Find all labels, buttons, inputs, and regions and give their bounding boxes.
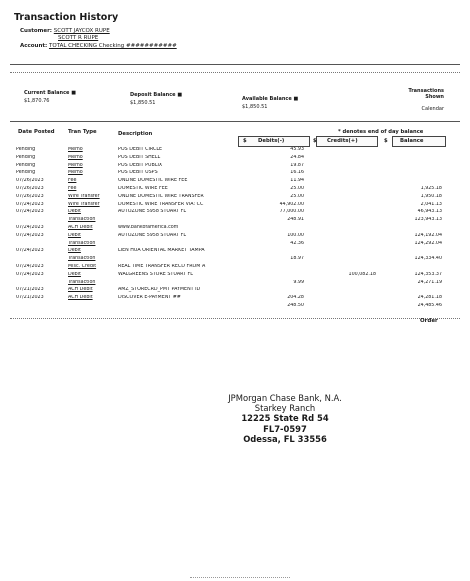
deposit-balance-value: $1,850.51	[130, 100, 156, 106]
account-value: TOTAL CHECKING Checking ###########	[48, 43, 177, 49]
row-type[interactable]: Transaction	[68, 279, 96, 285]
table-row	[16, 186, 456, 193]
row-description: POS DEBIT CIRCLE	[118, 147, 163, 152]
row-date: 07/21/2023	[16, 295, 44, 301]
row-description: www.bankofamerica.com	[118, 225, 179, 230]
range-value[interactable]: Calendar	[421, 106, 444, 112]
row-balance: 124,334.40	[414, 256, 442, 262]
available-balance-label: Available Balance	[242, 96, 292, 102]
row-date: Pending	[16, 147, 36, 152]
table-row	[16, 233, 456, 240]
table-row	[16, 155, 456, 162]
table-row	[16, 287, 456, 294]
sort-icon[interactable]: $	[313, 138, 317, 144]
row-date: 07/21/2023	[16, 287, 44, 293]
current-balance-label: Current Balance	[24, 90, 70, 96]
row-balance: 24,271.19	[417, 279, 442, 285]
row-type[interactable]: Misc. Credit	[68, 264, 97, 269]
city-state-zip: Odessa, FL 33556	[243, 433, 327, 444]
row-description: REAL TIME TRANSFER RECD FROM A	[118, 264, 206, 269]
sort-icon[interactable]: $	[384, 138, 388, 144]
row-type[interactable]: Memo	[68, 147, 83, 152]
table-row	[16, 147, 456, 154]
current-balance	[24, 90, 76, 104]
table-row	[16, 256, 456, 263]
column-type[interactable]: Tran Type	[68, 129, 97, 135]
customer-alt-name: SCOTT R RUPE	[58, 35, 99, 41]
table-row	[16, 209, 456, 216]
row-debit: 25.00	[290, 193, 304, 199]
transactions-range	[394, 88, 444, 112]
row-type[interactable]: Fee	[68, 186, 77, 191]
row-date: 07/26/2023	[16, 186, 44, 191]
row-type[interactable]: Wire Transfer	[68, 193, 100, 199]
row-balance: 1,950.18	[420, 193, 442, 199]
row-type[interactable]: ACH Debit	[68, 287, 93, 293]
row-type[interactable]: Transaction	[68, 240, 96, 246]
table-row	[16, 241, 456, 248]
row-balance: 46,943.13	[417, 209, 442, 215]
table-row	[16, 295, 456, 302]
header-divider	[10, 64, 460, 65]
deposit-balance	[130, 92, 182, 106]
deposit-balance-label: Deposit Balance	[130, 92, 176, 98]
range-label: Transactions Shown	[408, 88, 444, 100]
row-description: DISCOVER E-PAYMENT ##	[118, 295, 181, 301]
customer-block	[20, 28, 110, 34]
table-row	[16, 170, 456, 177]
row-description: POS DEBIT USPS	[118, 170, 158, 176]
row-description: ONLINE DOMESTIC WIRE TRANSFER	[118, 193, 204, 199]
summary-divider	[10, 121, 460, 122]
account-block	[20, 43, 177, 49]
row-debit: 18.97	[290, 256, 304, 262]
row-description: AUTOZONE 5958 STUART FL	[118, 232, 187, 238]
table-row	[16, 303, 456, 310]
info-icon[interactable]: ■	[71, 90, 76, 96]
info-icon[interactable]: ■	[293, 96, 299, 102]
row-debit: 100.00	[287, 232, 304, 238]
available-balance-value: $1,850.51	[242, 104, 268, 110]
bank-address	[200, 393, 370, 444]
table-row	[16, 194, 456, 201]
row-debit: 24.84	[290, 154, 304, 160]
row-balance: 24,281.18	[417, 295, 442, 301]
row-balance: 24,485.46	[417, 303, 442, 308]
table-row	[16, 280, 456, 287]
row-balance: 124,353.37	[414, 271, 442, 277]
column-debits[interactable]: Debits(-)	[258, 138, 285, 144]
table-row	[16, 272, 456, 279]
column-credits[interactable]: Credits(+)	[327, 138, 358, 144]
row-balance: 1,925.18	[420, 186, 442, 191]
row-description: LIEN HUA ORIENTAL MARKET TAMPA	[118, 248, 205, 254]
row-type[interactable]: Wire Transfer	[68, 201, 100, 207]
row-date: 07/26/2023	[16, 178, 44, 184]
row-description: WALGREENS STORE STUART FL	[118, 271, 193, 277]
row-description: POS DEBIT SHELL	[118, 154, 161, 160]
row-description: POS DEBIT PUBLIX	[118, 162, 163, 168]
table-row	[16, 202, 456, 209]
row-type[interactable]: Transaction	[68, 256, 96, 262]
customer-label: Customer:	[20, 28, 53, 34]
order-link[interactable]: Order	[420, 318, 438, 324]
row-balance: 2,041.13	[420, 201, 442, 207]
row-balance: 124,192.04	[414, 232, 442, 238]
row-type[interactable]: Memo	[68, 170, 83, 176]
row-debit: 42.36	[290, 240, 304, 246]
bank-name: JPMorgan Chase Bank, N.A.	[228, 393, 342, 403]
row-date: 07/24/2023	[16, 225, 44, 230]
row-description: DOMESTIC WIRE FEE	[118, 186, 168, 191]
row-type[interactable]: Memo	[68, 154, 83, 160]
branch-code: FL7-0597	[263, 423, 307, 434]
row-type[interactable]: Debit	[68, 232, 81, 238]
row-type[interactable]: Memo	[68, 162, 83, 168]
table-row	[16, 225, 456, 232]
row-type[interactable]: Fee	[68, 178, 77, 184]
row-date: 07/24/2023	[16, 248, 44, 254]
branch-name: Starkey Ranch	[254, 403, 316, 414]
street-address: 12225 State Rd 54	[241, 413, 329, 424]
row-debit: 248.50	[287, 303, 304, 308]
row-date: 07/24/2023	[16, 209, 44, 215]
row-description: AUTOZONE 5958 STUART FL	[118, 209, 187, 215]
row-date: 07/24/2023	[16, 232, 44, 238]
row-type[interactable]: Debit	[68, 248, 81, 254]
row-date: 07/24/2023	[16, 271, 44, 277]
table-row	[16, 264, 456, 271]
row-type[interactable]: ACH Debit	[68, 295, 93, 301]
row-balance: 123,943.13	[414, 217, 442, 223]
table-row	[16, 163, 456, 170]
row-balance: 124,292.04	[414, 240, 442, 246]
row-credit: 100,082.18	[348, 271, 376, 277]
row-type[interactable]: Debit	[68, 209, 81, 215]
table-bottom-divider	[10, 318, 460, 319]
sort-icon[interactable]: $	[243, 138, 247, 144]
page-edge-mark	[190, 577, 290, 578]
row-description: ONLINE DOMESTIC WIRE FEE	[118, 178, 188, 184]
row-debit: 248.91	[287, 217, 304, 223]
row-type[interactable]: ACH Debit	[68, 225, 93, 230]
table-row	[16, 217, 456, 224]
row-debit: 44,902.00	[279, 201, 304, 207]
info-icon[interactable]: ■	[177, 92, 183, 98]
row-debit: 204.28	[287, 295, 304, 301]
row-debit: 45.93	[290, 147, 304, 152]
row-date: 07/24/2023	[16, 264, 44, 269]
account-label: Account:	[20, 43, 48, 49]
row-date: Pending	[16, 154, 36, 160]
row-date: Pending	[16, 170, 36, 176]
table-row	[16, 248, 456, 255]
row-description: AMZ_STORECRD_PMT PAYMENT ID	[118, 287, 201, 293]
available-balance	[242, 96, 298, 110]
column-balance[interactable]: Balance	[400, 138, 424, 144]
end-of-day-note: * denotes end of day balance	[338, 129, 424, 135]
column-date[interactable]: Date Posted	[18, 129, 55, 135]
table-row	[16, 178, 456, 185]
row-type[interactable]: Debit	[68, 271, 81, 277]
row-debit: 11.94	[290, 178, 304, 184]
dotted-divider	[10, 72, 460, 73]
row-date: 07/24/2023	[16, 201, 44, 207]
row-date: 07/26/2023	[16, 193, 44, 199]
row-debit: 16.16	[290, 170, 304, 176]
customer-name: SCOTT JAYCOX RUPE	[53, 28, 110, 34]
row-debit: 77,000.00	[279, 209, 304, 215]
page-title: Transaction History	[14, 12, 119, 23]
row-date: Pending	[16, 162, 36, 168]
row-debit: 25.00	[290, 186, 304, 191]
current-balance-value: $1,870.76	[24, 98, 50, 104]
row-description: DOMESTIC WIRE TRANSFER VIA: CC	[118, 201, 204, 207]
column-description[interactable]: Description	[118, 131, 153, 137]
row-type[interactable]: Transaction	[68, 217, 96, 223]
row-debit: 9.99	[293, 279, 304, 285]
row-debit: 19.87	[290, 162, 304, 168]
